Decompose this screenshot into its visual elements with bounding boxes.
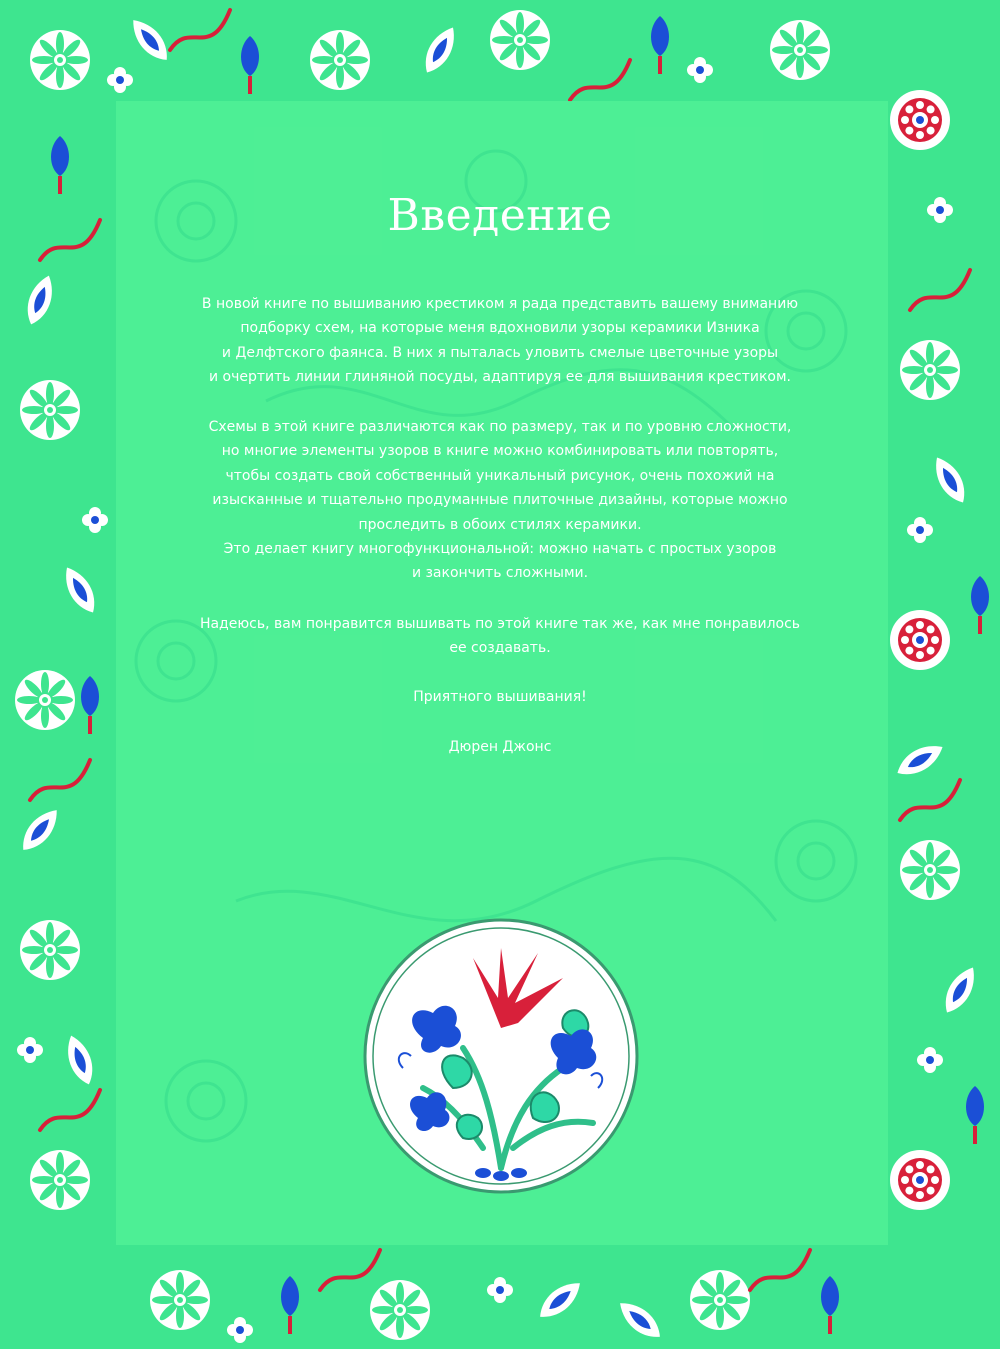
intro-paragraph-3: Надеюсь, вам понравится вышивать по этой книге так же, как мне понравилось ее создавать. — [199, 616, 801, 657]
page-title: Введение — [387, 190, 613, 241]
intro-paragraph-2: Схемы в этой книге различаются как по размеру, так и по уровню сложности, но многие элементы узоров в книге можно комбинировать или повторять, чтобы создать свой собственный уникальный рисунок, очень похожий на изысканные и тщательно продуманные плиточные дизайны, которые можно проследить в обоих стилях керамики. Это делает книгу многофункциональной: можно начать с простых узоров и закончить сложными. — [208, 419, 792, 582]
intro-paragraph-1: В новой книге по вышиванию крестиком я рада представить вашему вниманию подборку схем, на которые меня вдохновили узоры керамики Изника и Делфтского фаянса. В них я пыталась уловить смелые цветочные узоры и очертить линии глиняной посуды, адаптируя ее для вышивания крестиком. — [201, 296, 799, 386]
closing-wish: Приятного вышивания! — [413, 689, 587, 705]
author-signature: Дюрен Джонс — [448, 739, 552, 755]
embroidery-medallion-image — [363, 918, 639, 1194]
